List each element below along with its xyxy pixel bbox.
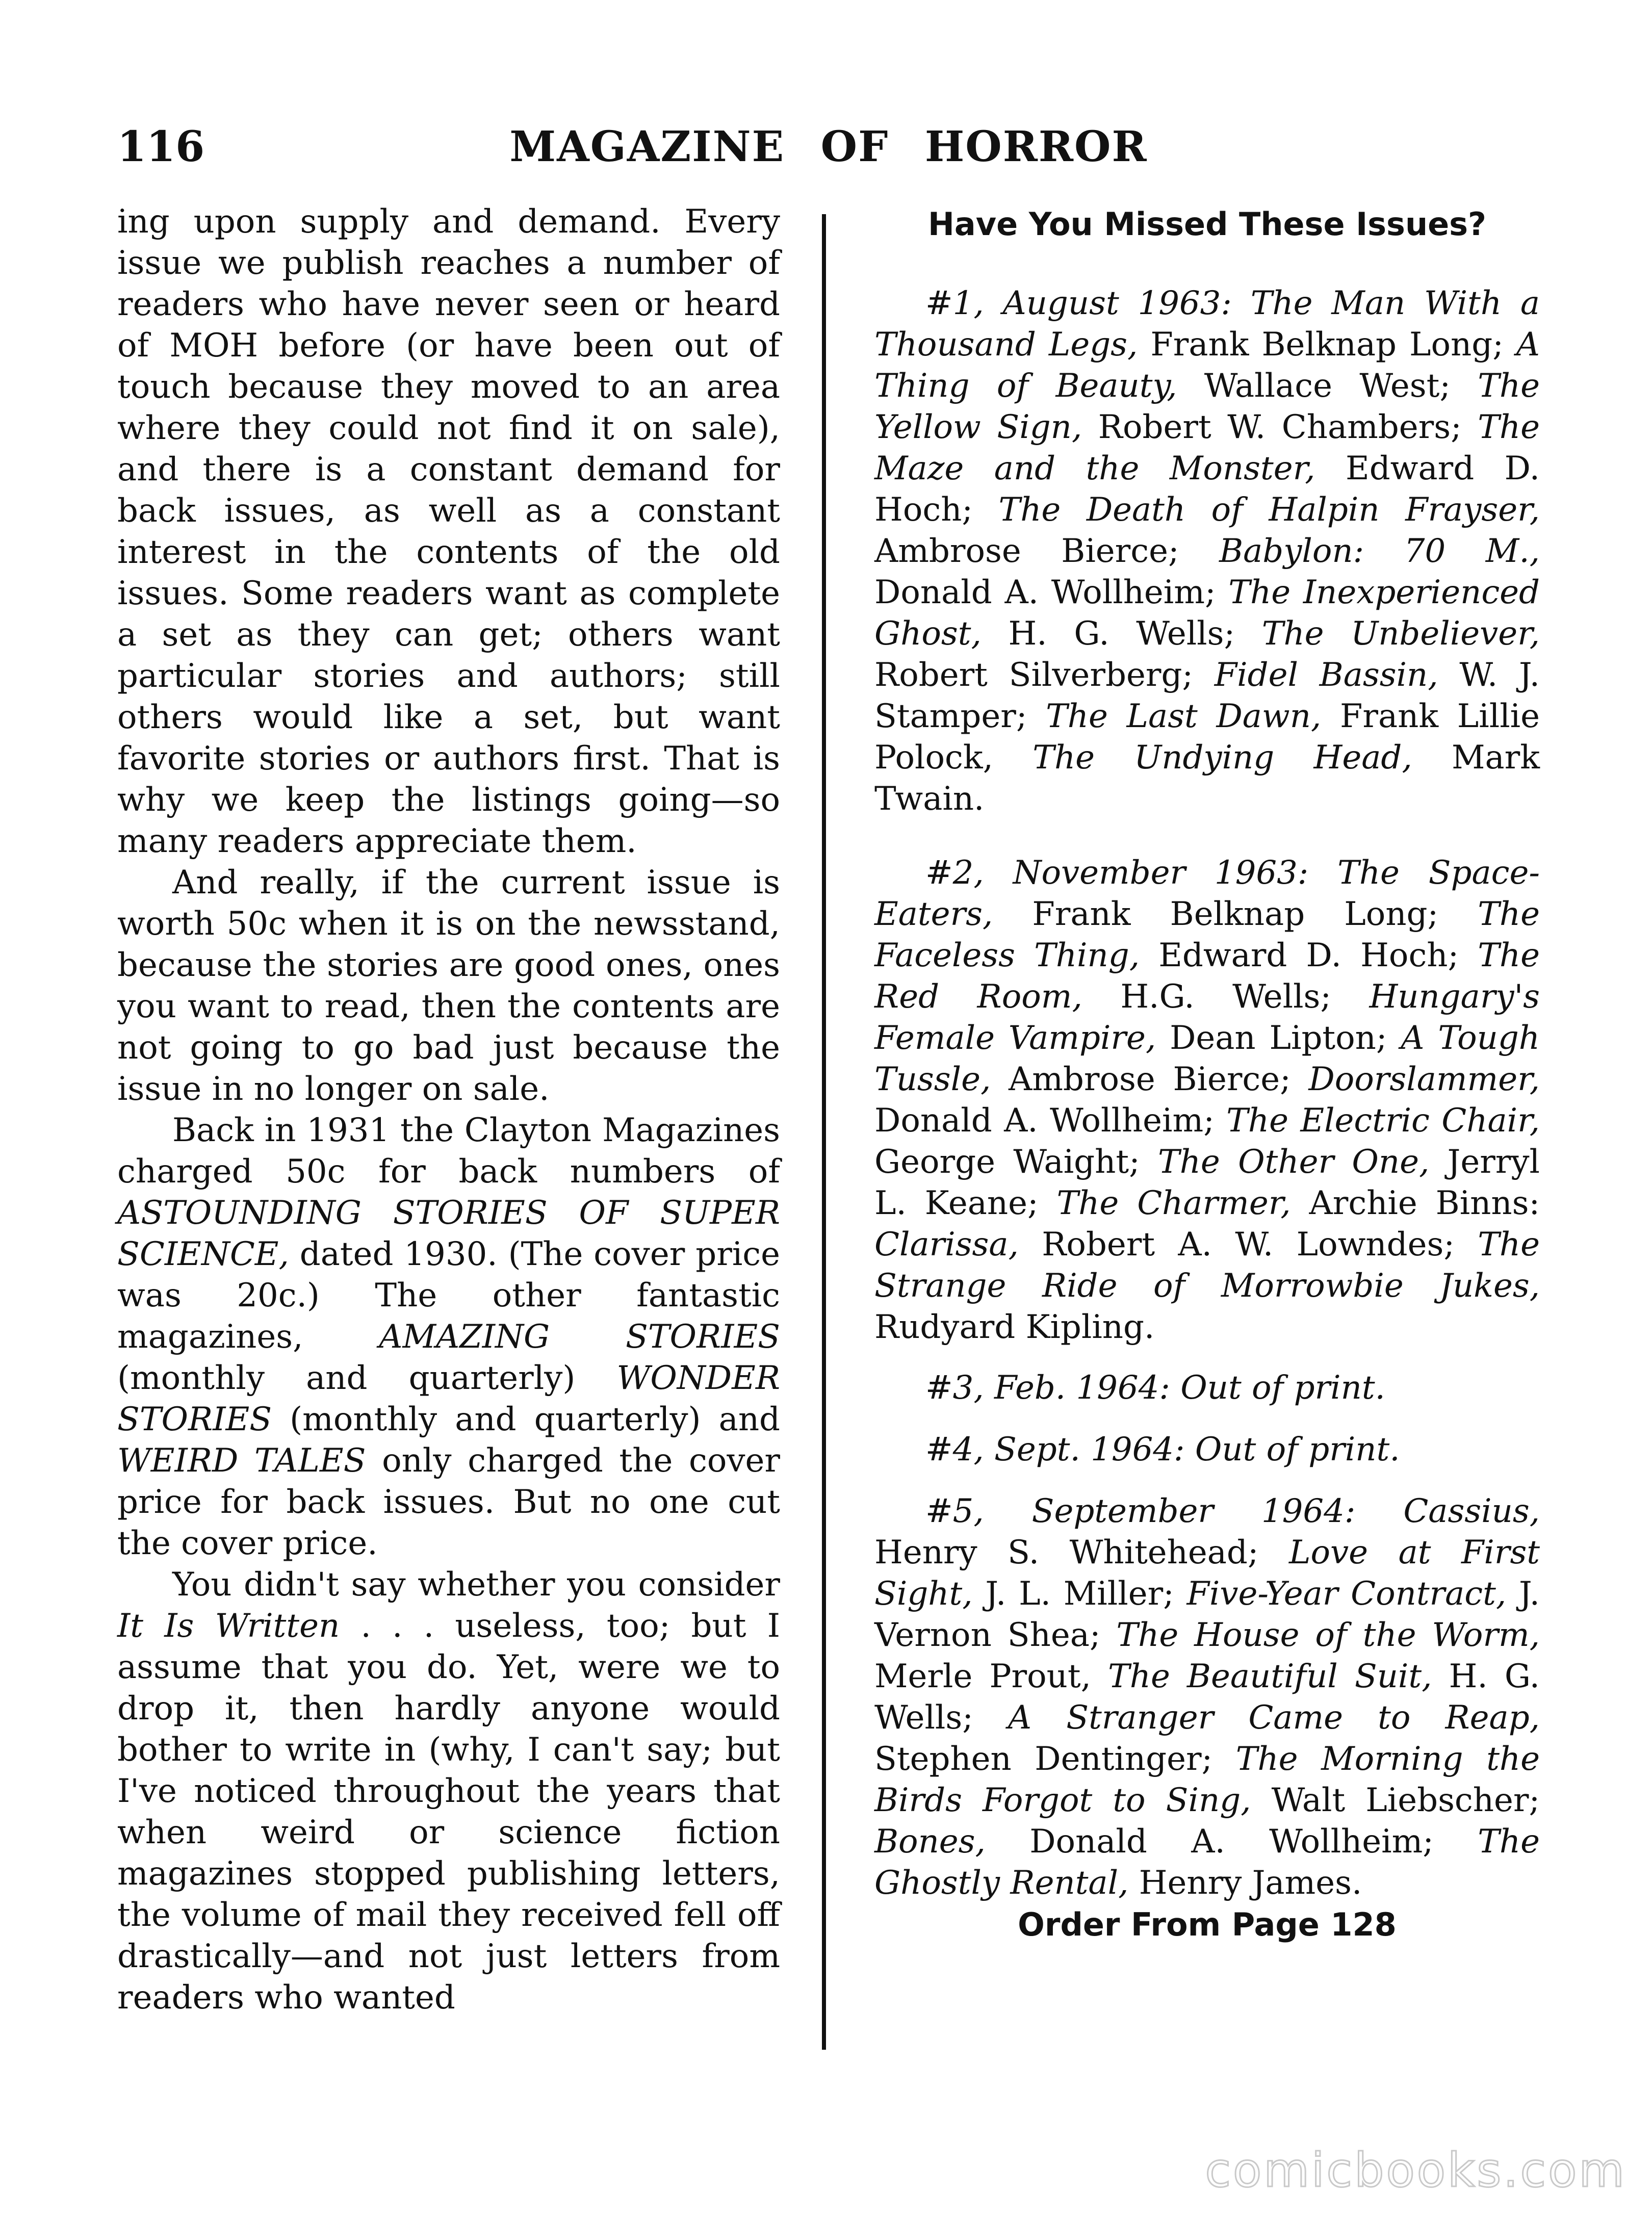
- text-run: Merle Prout,: [874, 1658, 1108, 1695]
- page-header: [117, 122, 1540, 178]
- text-run: Jerryl L. Keane;: [874, 1143, 1540, 1222]
- text-run: ing upon supply and demand. Every issue we publish reaches a number of readers who have never seen or heard of MOH before (or have been out of touch because they moved to an area where they could not find it on sale), and there is a constant demand for back issues, as well as a constant interest in the contents of the old issues. Some readers want as complete a set as they can get; others want particular stories and authors; still others would like a set, but want favorite stories or authors first. That is why we keep the listings going—so many readers appreciate them.: [117, 203, 780, 860]
- italic-text: The Morning the Birds Forgot to Sing,: [874, 1740, 1540, 1819]
- magazine-title: MAGAZINE OF HORROR: [509, 122, 1148, 171]
- italic-text: ASTOUNDING STORIES OF SUPER SCIENCE,: [117, 1194, 780, 1273]
- text-run: (monthly and quarterly): [117, 1359, 617, 1397]
- issue-listing: [874, 1491, 1540, 1904]
- italic-text: A Stranger Came to Reap,: [1008, 1699, 1540, 1737]
- column-divider: [822, 214, 826, 2050]
- italic-text: The Beautiful Suit,: [1108, 1658, 1432, 1695]
- italic-text: It Is Written: [117, 1607, 340, 1645]
- italic-text: A Thing of Beauty,: [874, 326, 1540, 405]
- text-run: H. G. Wells;: [874, 1658, 1540, 1737]
- text-run: Ambrose Bierce;: [991, 1061, 1309, 1098]
- italic-text: The Ghostly Rental,: [874, 1823, 1540, 1902]
- text-run: only charged the cover price for back issues. But no one cut the cover price.: [117, 1442, 780, 1562]
- italic-text: A Tough Tussle,: [874, 1019, 1540, 1098]
- text-run: Henry James.: [1128, 1864, 1362, 1902]
- letter-column: [117, 201, 780, 2019]
- text-run: Frank Belknap Long;: [1138, 326, 1516, 364]
- italic-text: Babylon: 70 M.,: [1219, 532, 1540, 570]
- italic-text: #3, Feb. 1964: Out of print.: [925, 1369, 1385, 1407]
- italic-text: Love at First Sight,: [874, 1534, 1540, 1613]
- text-run: Rudyard Kipling.: [874, 1308, 1155, 1346]
- text-run: Edward D. Hoch;: [1140, 937, 1478, 974]
- italic-text: The Inexperienced Ghost,: [874, 574, 1540, 653]
- italic-text: Clarissa,: [874, 1226, 1019, 1263]
- italic-text: The Unbeliever,: [1261, 615, 1540, 653]
- text-run: Ambrose Bierce;: [874, 532, 1220, 570]
- text-run: Dean Lipton;: [1156, 1019, 1401, 1057]
- italic-text: Fidel Bassin,: [1214, 656, 1438, 694]
- italic-text: The Faceless Thing,: [874, 895, 1540, 974]
- text-run: W. J. Stamper;: [874, 656, 1540, 735]
- text-run: You didn't say whether you consider: [172, 1566, 780, 1604]
- text-run: Back in 1931 the Clayton Magazines charged 50c for back numbers of: [117, 1112, 780, 1191]
- text-run: dated 1930. (The cover price was 20c.) The other fantastic magazines,: [117, 1235, 780, 1356]
- letter-paragraph: [117, 201, 780, 862]
- text-run: Frank Belknap Long;: [993, 895, 1478, 933]
- site-watermark: comicbooks.com: [1205, 2143, 1627, 2198]
- italic-text: The Strange Ride of Morrowbie Jukes,: [874, 1226, 1540, 1305]
- text-run: Walt Liebscher;: [1251, 1782, 1540, 1819]
- text-run: George Waight;: [874, 1143, 1158, 1181]
- italic-text: The Undying Head,: [1032, 739, 1412, 777]
- text-run: J. Vernon Shea;: [874, 1575, 1540, 1654]
- text-run: Robert A. W. Lowndes;: [1018, 1226, 1478, 1263]
- text-run: Stephen Dentinger;: [874, 1740, 1236, 1778]
- italic-text: The Charmer,: [1056, 1184, 1291, 1222]
- italic-text: The Red Room,: [874, 937, 1540, 1016]
- italic-text: Doorslammer,: [1308, 1061, 1540, 1098]
- italic-text: #5, September 1964: Cassius,: [925, 1492, 1540, 1530]
- text-run: Archie Binns:: [1290, 1184, 1540, 1222]
- italic-text: The Maze and the Monster,: [874, 408, 1540, 487]
- italic-text: #2, November 1963: The Space-Eaters,: [874, 854, 1540, 933]
- text-run: Robert Silverberg;: [874, 656, 1215, 694]
- text-run: Mark Twain.: [874, 739, 1540, 818]
- text-run: . . . useless, too; but I assume that you do. Yet, were we to drop it, then hardly anyone would bother to write in (why, I can't say; but I've noticed throughout the years that when weird or science fiction magazines stopped publishing letters, the volume of mail they received fell off drastically—and not just letters from readers who wanted: [117, 1607, 781, 2017]
- italic-text: Hungary's Female Vampire,: [874, 978, 1540, 1057]
- back-issues-column: [874, 201, 1540, 1945]
- text-run: (monthly and quarterly) and: [272, 1401, 780, 1438]
- text-run: Edward D. Hoch;: [874, 450, 1540, 529]
- italic-text: The Death of Halpin Frayser,: [998, 491, 1540, 529]
- italic-text: #4, Sept. 1964: Out of print.: [925, 1431, 1400, 1468]
- italic-text: The House of the Worm,: [1116, 1616, 1540, 1654]
- italic-text: WONDER STORIES: [117, 1359, 780, 1438]
- issue-listing: [874, 1429, 1540, 1471]
- letter-paragraph: [117, 1564, 780, 2019]
- issue-listing: [874, 1368, 1540, 1409]
- text-run: Donald A. Wollheim;: [874, 1102, 1227, 1140]
- text-run: J. L. Miller;: [972, 1575, 1187, 1613]
- text-run: Robert W. Chambers;: [1082, 408, 1478, 446]
- italic-text: The Last Dawn,: [1046, 698, 1322, 735]
- italic-text: Bones,: [874, 1823, 986, 1861]
- letter-paragraph: [117, 862, 780, 1110]
- text-run: And really, if the current issue is worth 50c when it is on the newsstand, because the stories are good ones, ones you want to read, then the contents are not going to go bad just because the issue in no longer on sale.: [117, 864, 780, 1108]
- issue-listing: [874, 853, 1540, 1348]
- italic-text: AMAZING STORIES: [379, 1318, 780, 1356]
- italic-text: The Yellow Sign,: [874, 367, 1540, 446]
- text-run: Henry S. Whitehead;: [874, 1534, 1289, 1571]
- page-number: 116: [117, 122, 205, 171]
- text-run: Donald A. Wollheim;: [985, 1823, 1478, 1861]
- italic-text: The Electric Chair,: [1226, 1102, 1540, 1140]
- italic-text: Five-Year Contract,: [1186, 1575, 1507, 1613]
- letter-paragraph: [117, 1110, 780, 1564]
- text-run: Donald A. Wollheim;: [874, 574, 1229, 611]
- text-run: H.G. Wells;: [1082, 978, 1370, 1016]
- italic-text: #1, August 1963: The Man With a Thousand Legs,: [874, 285, 1540, 364]
- text-run: H. G. Wells;: [981, 615, 1262, 653]
- text-run: Wallace West;: [1177, 367, 1478, 405]
- text-run: Frank Lillie Polock,: [874, 698, 1540, 777]
- back-issues-heading: Have You Missed These Issues?: [927, 205, 1487, 243]
- italic-text: The Other One,: [1158, 1143, 1430, 1181]
- italic-text: WEIRD TALES: [117, 1442, 366, 1480]
- order-line: Order From Page 128: [1018, 1906, 1397, 1943]
- issue-listing: [874, 283, 1540, 820]
